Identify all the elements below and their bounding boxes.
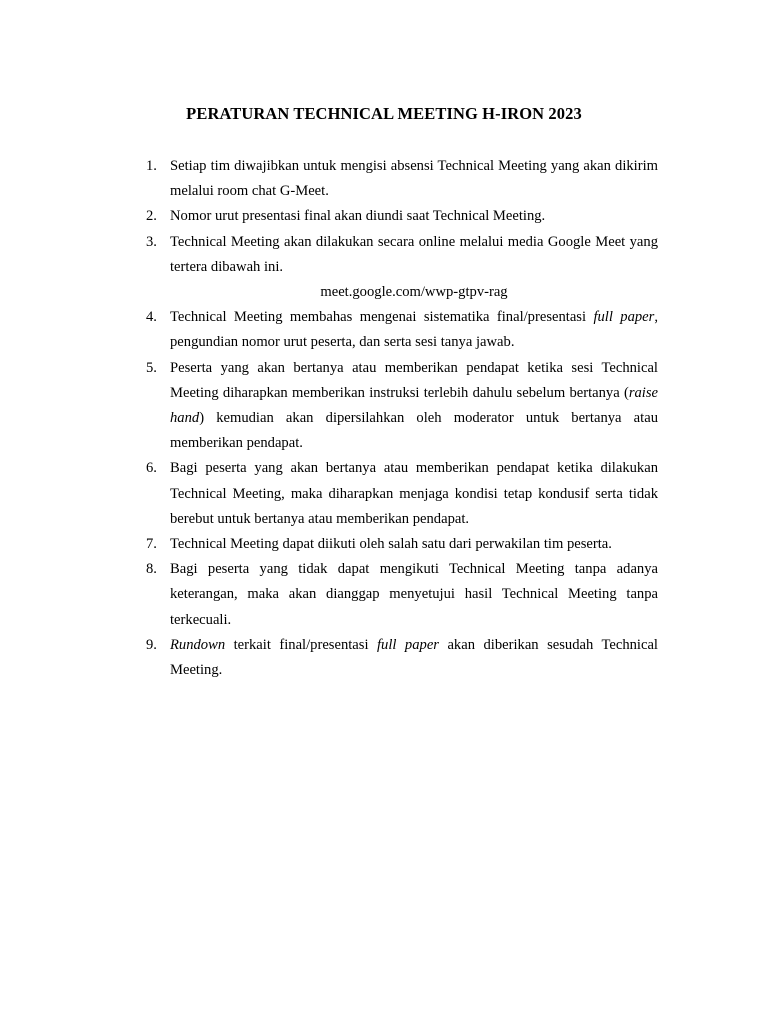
rule-item-6	[140, 456, 658, 532]
rule-item-7	[140, 532, 658, 557]
rule-number: 4.	[146, 309, 157, 326]
rule-item-2	[140, 204, 658, 229]
rule-number: 9.	[146, 636, 157, 653]
rule-text	[170, 204, 658, 229]
rule-number: 6.	[146, 460, 157, 477]
rule-item-1	[140, 154, 658, 204]
rule-text-part: Technical Meeting dapat diikuti oleh salah satu dari perwakilan tim peserta.	[170, 536, 612, 553]
rule-text	[170, 230, 658, 280]
rule-item-3	[140, 230, 658, 306]
rule-item-4	[140, 305, 658, 355]
rule-text-part: Peserta yang akan bertanya atau memberikan pendapat ketika sesi Technical Meeting diharapkan memberikan instruksi terlebih dahulu sebelum bertanya (	[170, 359, 658, 401]
rule-item-9	[140, 633, 658, 683]
rule-text-italic: raise hand	[170, 384, 658, 427]
rule-text-part: ) kemudian akan dipersilahkan oleh moderator untuk bertanya atau memberikan pendapat.	[170, 410, 658, 452]
rule-text	[170, 532, 658, 557]
rule-text	[170, 356, 658, 457]
rule-text	[170, 456, 658, 532]
rule-item-5	[140, 356, 658, 457]
rule-number: 1.	[146, 158, 157, 174]
rule-number: 3.	[146, 233, 157, 250]
rule-number: 7.	[146, 536, 157, 553]
rule-text	[170, 305, 658, 355]
rule-text-part: Technical Meeting membahas mengenai sistematika final/presentasi	[170, 309, 594, 326]
meeting-link[interactable]: meet.google.com/wwp-gtpv-rag	[320, 284, 508, 301]
rule-text-part: Bagi peserta yang tidak dapat mengikuti Technical Meeting tanpa adanya keterangan, maka akan dianggap menyetujui hasil Technical Meeting tanpa terkecuali.	[170, 561, 658, 628]
rule-number: 2.	[146, 208, 157, 225]
rule-number: 5.	[146, 359, 157, 376]
rule-text	[170, 557, 658, 633]
rule-text-part: terkait final/presentasi	[225, 636, 377, 653]
rule-text	[170, 633, 658, 683]
rule-text-part: akan diberikan sesudah Technical Meeting.	[170, 636, 658, 679]
rule-number: 8.	[146, 561, 157, 578]
rule-text-part: Technical Meeting akan dilakukan secara online melalui media Google Meet yang tertera dibawah ini.	[170, 233, 658, 275]
rule-text	[170, 154, 658, 204]
rules-list	[140, 154, 658, 683]
rule-text-part: Bagi peserta yang akan bertanya atau memberikan pendapat ketika dilakukan Technical Meeting, maka diharapkan menjaga kondisi tetap kondusif serta tidak berebut untuk bertanya atau memberikan pendapat.	[170, 460, 658, 527]
rule-text-italic: full paper	[377, 636, 439, 653]
rule-text-italic: Rundown	[170, 636, 226, 653]
rule-text-part: , pengundian nomor urut peserta, dan serta sesi tanya jawab.	[170, 309, 658, 351]
rule-text-part: Setiap tim diwajibkan untuk mengisi absensi Technical Meeting yang akan dikirim melalui room chat G-Meet.	[170, 158, 658, 200]
rule-text-italic: full paper	[593, 309, 655, 326]
rule-item-8	[140, 557, 658, 633]
rule-text-part: Nomor urut presentasi final akan diundi saat Technical Meeting.	[170, 208, 546, 225]
page-title: PERATURAN TECHNICAL MEETING H-IRON 2023	[186, 104, 582, 123]
